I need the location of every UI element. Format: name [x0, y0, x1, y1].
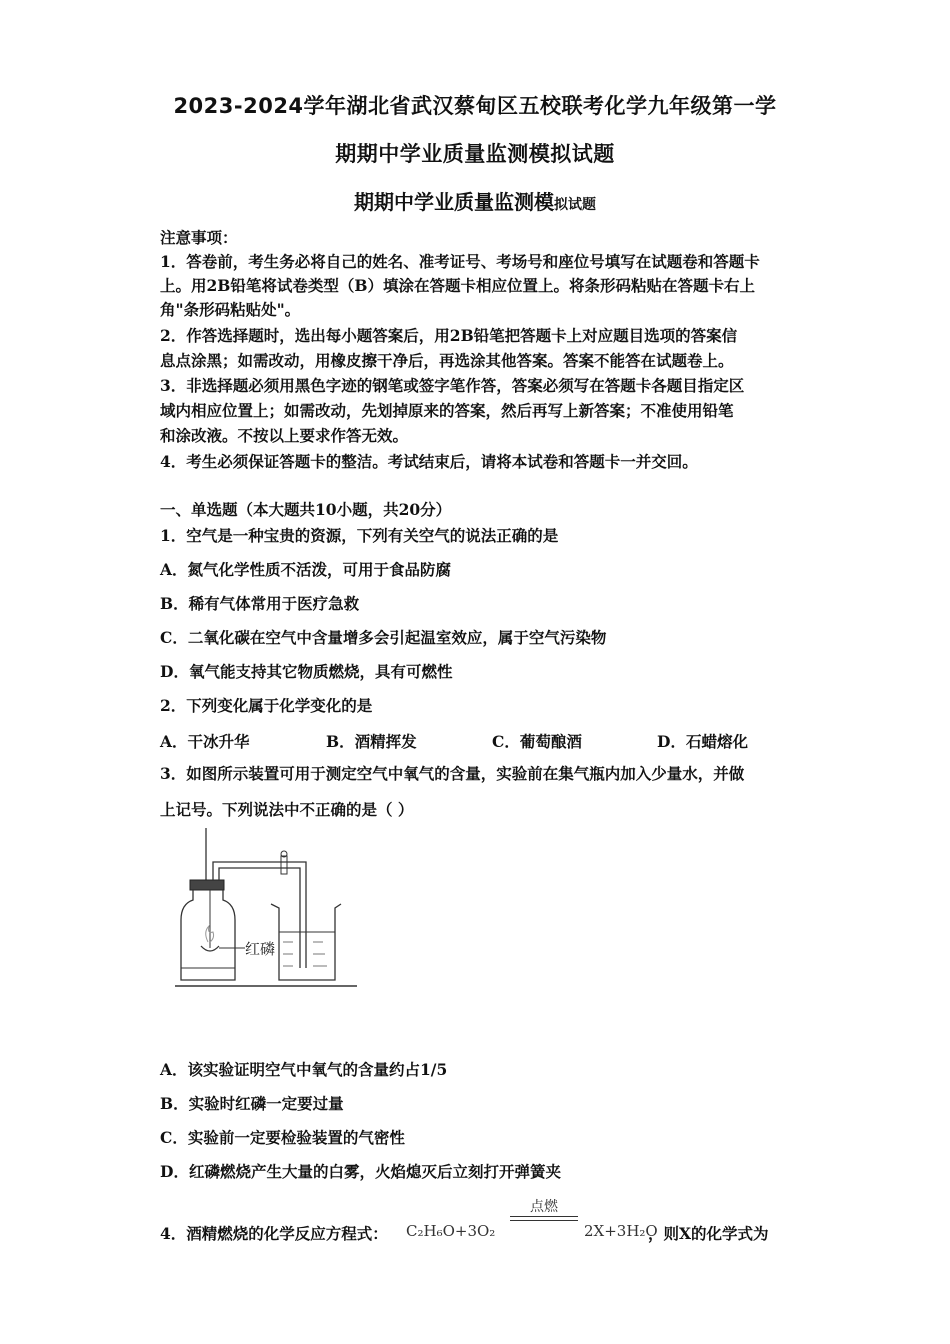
notice-heading: 注意事项：: [160, 228, 238, 247]
q4-line: [160, 1196, 800, 1246]
subtitle-main: 期期中学业质量监测模: [354, 190, 554, 214]
q1-option-c: C．二氧化碳在空气中含量增多会引起温室效应，属于空气污染物: [160, 628, 607, 647]
q1-option-d: D．氧气能支持其它物质燃烧，具有可燃性: [160, 662, 453, 681]
q3-option-a: A．该实验证明空气中氧气的含量约占1/5: [160, 1060, 448, 1079]
notice-line: 上。用2B铅笔将试卷类型（B）填涂在答题卡相应位置上。将条形码粘贴在答题卡右上: [160, 276, 755, 295]
q1-option-b: B．稀有气体常用于医疗急救: [160, 594, 360, 613]
q3-stem-line1: 3．如图所示装置可用于测定空气中氧气的含量，实验前在集气瓶内加入少量水，并做: [160, 764, 745, 783]
notice-line: 息点涂黑；如需改动，用橡皮擦干净后，再选涂其他答案。答案不能答在试题卷上。: [160, 351, 734, 370]
notice-line: 1．答卷前，考生务必将自己的姓名、准考证号、考场号和座位号填写在试题卷和答题卡: [160, 252, 760, 271]
subtitle-small: 拟试题: [554, 197, 596, 213]
q1-option-a: A．氮气化学性质不活泼，可用于食品防腐: [160, 560, 452, 579]
q3-option-b: B．实验时红磷一定要过量: [160, 1094, 344, 1113]
q4-equals-bottom: [510, 1220, 578, 1221]
q4-tail: ，则X的化学式为: [648, 1224, 769, 1243]
q2-option-d: D．石蜡熔化: [657, 732, 748, 751]
apparatus-figure: [175, 828, 365, 997]
notice-line: 和涂改液。不按以上要求作答无效。: [160, 426, 409, 445]
q4-stem: 4．酒精燃烧的化学反应方程式：: [160, 1224, 388, 1243]
subtitle: [0, 186, 950, 215]
q3-option-d: D．红磷燃烧产生大量的白雾，火焰熄灭后立刻打开弹簧夹: [160, 1162, 561, 1181]
q2-stem: 2．下列变化属于化学变化的是: [160, 696, 373, 715]
q3-stem-line2: 上记号。下列说法中不正确的是（ ）: [160, 800, 414, 819]
q4-condition: 点燃: [530, 1199, 558, 1215]
notice-line: 2．作答选择题时，选出每小题答案后，用2B铅笔把答题卡上对应题目选项的答案信: [160, 326, 738, 345]
q4-reactants: C₂H₆O+3O₂: [406, 1222, 496, 1240]
q4-equals-top: [510, 1216, 578, 1217]
title-line-2: 期期中学业质量监测模拟试题: [335, 142, 615, 166]
section-heading: 一、单选题（本大题共10小题，共20分）: [160, 500, 452, 519]
red-phosphorus-label: 红磷: [245, 940, 276, 958]
q2-option-a: A．干冰升华: [160, 732, 250, 751]
q3-option-c: C．实验前一定要检验装置的气密性: [160, 1128, 405, 1147]
notice-line: 角"条形码粘贴处"。: [160, 300, 301, 319]
q1-stem: 1．空气是一种宝贵的资源，下列有关空气的说法正确的是: [160, 526, 559, 545]
notice-line: 3．非选择题必须用黑色字迹的钢笔或签字笔作答，答案必须写在答题卡各题目指定区: [160, 376, 745, 395]
notice-line: 4．考生必须保证答题卡的整洁。考试结束后，请将本试卷和答题卡一并交回。: [160, 452, 698, 471]
q2-option-c: C．葡萄酿酒: [492, 732, 582, 751]
notice-line: 域内相应位置上；如需改动，先划掉原来的答案，然后再写上新答案；不准使用铅笔: [160, 401, 734, 420]
apparatus-drawing: [175, 828, 365, 993]
title-line-1: 2023-2024学年湖北省武汉蔡甸区五校联考化学九年级第一学: [173, 94, 777, 118]
q4-products: 2X+3H₂O: [584, 1222, 658, 1240]
q2-option-b: B．酒精挥发: [326, 732, 417, 751]
